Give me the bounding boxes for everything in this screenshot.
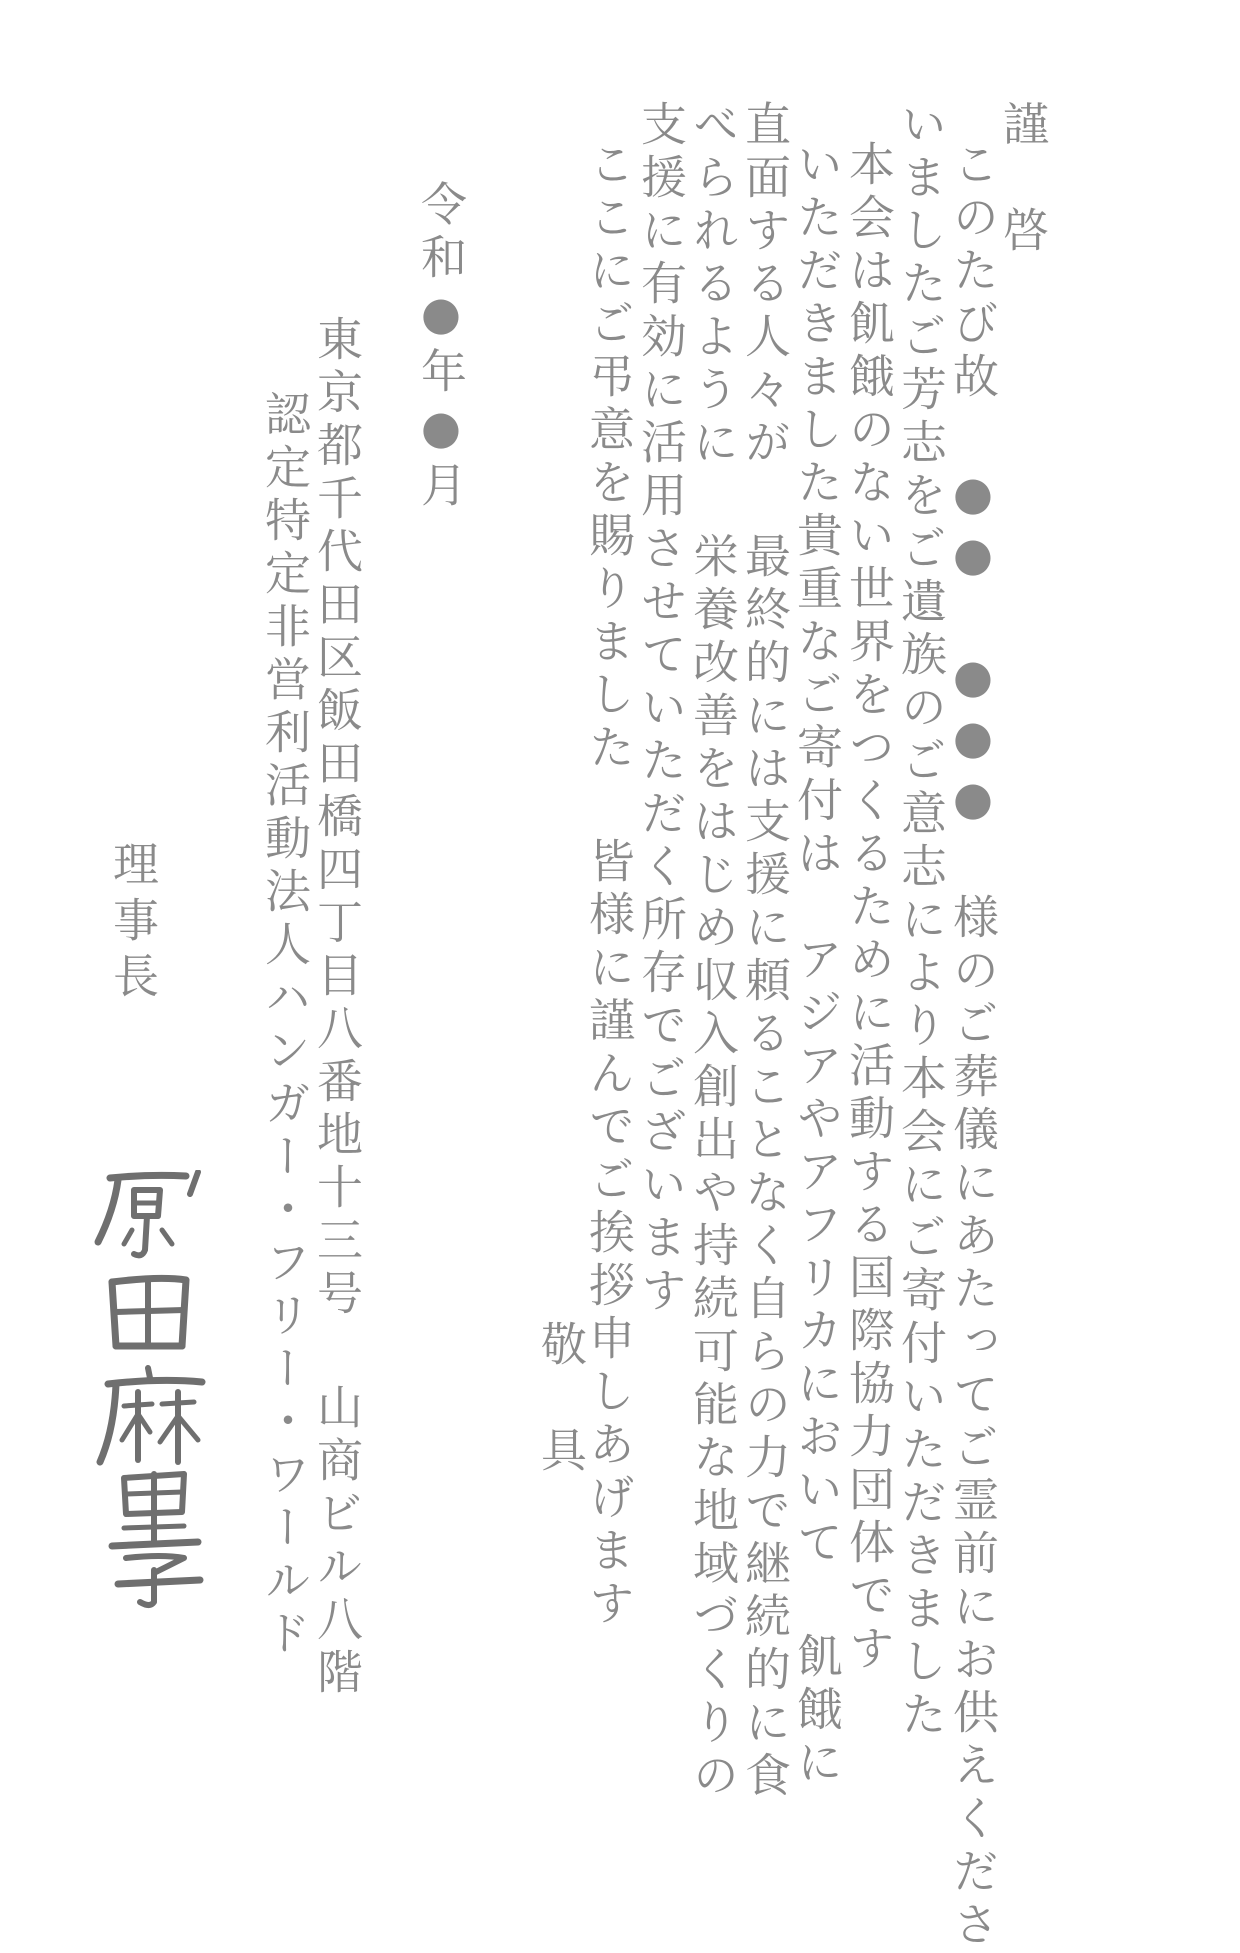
letter-line-1-pre: このたび故 xyxy=(946,140,1000,466)
letter-line-6: べられるように 栄養改善をはじめ収入創出や持続可能な地域づくりの xyxy=(686,100,740,1804)
sender-organization: 認定特定非営利活動法人ハンガー・フリー・ワールド xyxy=(258,390,312,1662)
letter-line-7: 支援に有効に活用させていただく所存でございます xyxy=(634,100,688,1319)
sender-address: 東京都千代田区飯田橋四丁目八番地十三号 山商ビル八階 xyxy=(310,315,364,1701)
handwritten-signature xyxy=(90,1170,220,1610)
letter-line-2: いましたご芳志をご遺族のご意志により本会にご寄付いただきました xyxy=(894,100,948,1743)
letter-line-1-post: 様のご葬儀にあたってご霊前にお供えくださ xyxy=(946,832,1000,1953)
letter-line-8: ここにご弔意を賜りました 皆様に謹んでご挨拶申しあげます xyxy=(582,140,636,1632)
salutation: 謹 啓 xyxy=(996,100,1050,259)
date: 令和●年●月 xyxy=(414,180,468,514)
letter-line-4: いただきました貴重なご寄付は アジアやアフリカにおいて 飢餓に xyxy=(790,140,844,1791)
letter-line-3: 本会は飢餓のない世界をつくるために活動する国際協力団体です xyxy=(842,140,896,1677)
masked-name: ●● ●●● xyxy=(946,466,1000,832)
closing: 敬 具 xyxy=(534,1320,588,1479)
sender-title: 理事長 xyxy=(106,840,160,1008)
letter-line-5: 直面する人々が 最終的には支援に頼ることなく自らの力で継続的に食 xyxy=(738,100,792,1804)
letter-line-1 xyxy=(946,140,1000,1953)
